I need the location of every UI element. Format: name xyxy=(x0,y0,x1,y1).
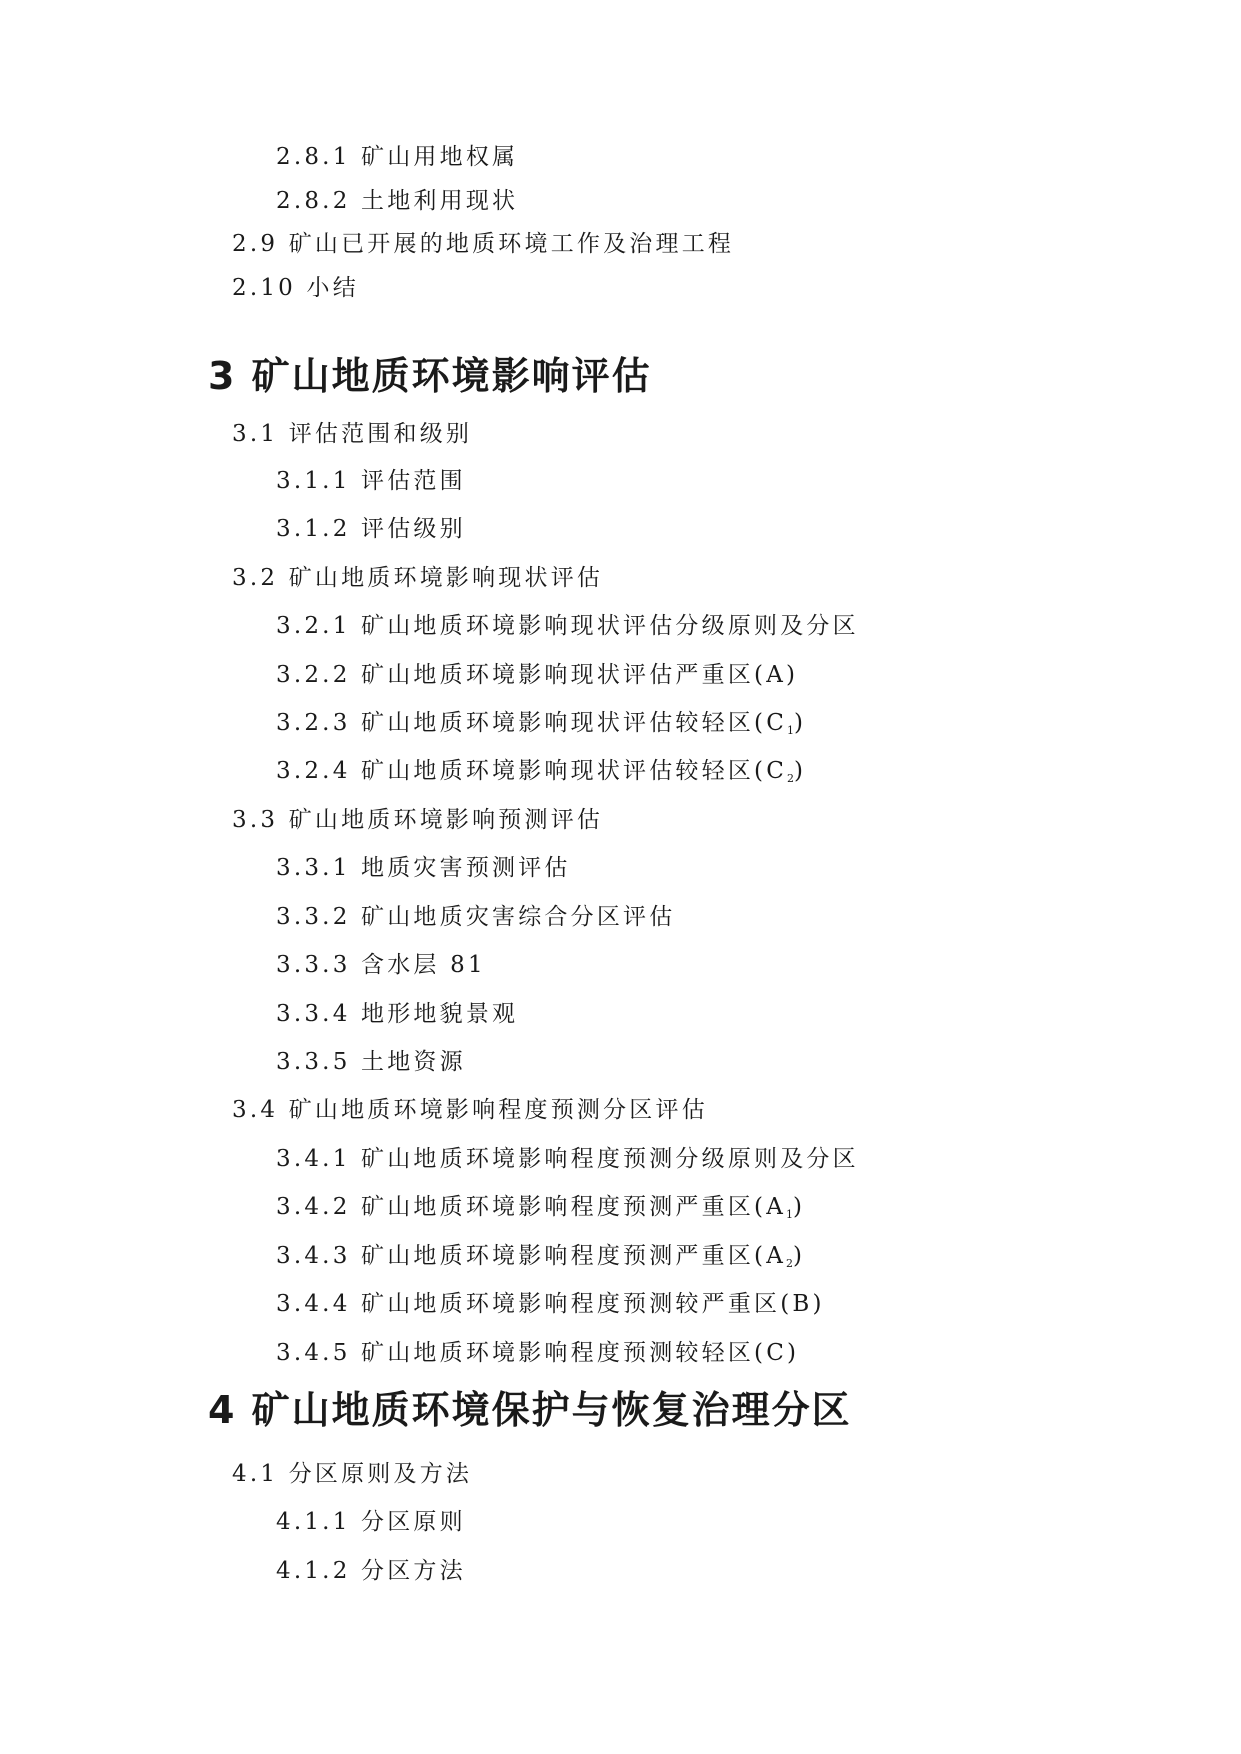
toc-entry[interactable]: 3.3.1 地质灾害预测评估 xyxy=(276,855,571,881)
toc-entry[interactable]: 2.10 小结 xyxy=(232,275,359,301)
toc-entry[interactable]: 3.3 矿山地质环境影响预测评估 xyxy=(232,807,604,833)
toc-entry[interactable]: 3.3.2 矿山地质灾害综合分区评估 xyxy=(276,904,676,930)
toc-entry[interactable]: 3.4.1 矿山地质环境影响程度预测分级原则及分区 xyxy=(276,1146,859,1172)
toc-entry[interactable]: 3.1 评估范围和级别 xyxy=(232,421,473,447)
toc-entry[interactable]: 3.2 矿山地质环境影响现状评估 xyxy=(232,565,604,591)
toc-entry[interactable]: 2.9 矿山已开展的地质环境工作及治理工程 xyxy=(232,231,735,257)
toc-entry[interactable]: 4.1.1 分区原则 xyxy=(276,1509,466,1535)
toc-chapter-heading[interactable]: 3 矿山地质环境影响评估 xyxy=(208,354,652,398)
toc-entry[interactable]: 3.2.4 矿山地质环境影响现状评估较轻区$(C_2)$ xyxy=(276,758,807,785)
toc-entry[interactable]: 3.1.1 评估范围 xyxy=(276,468,466,494)
toc-entry[interactable]: 2.8.2 土地利用现状 xyxy=(276,188,519,214)
toc-entry[interactable]: 4.1.2 分区方法 xyxy=(276,1558,466,1584)
toc-chapter-heading[interactable]: 4 矿山地质环境保护与恢复治理分区 xyxy=(208,1388,852,1432)
toc-entry[interactable]: 3.4.5 矿山地质环境影响程度预测较轻区(C) xyxy=(276,1340,800,1366)
toc-entry[interactable]: 3.4.2 矿山地质环境影响程度预测严重区$(A_1)$ xyxy=(276,1194,806,1221)
toc-entry[interactable]: 3.3.3 含水层 81 xyxy=(276,952,486,978)
toc-entry[interactable]: 3.4.3 矿山地质环境影响程度预测严重区$(A_2)$ xyxy=(276,1243,806,1270)
toc-entry[interactable]: 3.3.4 地形地貌景观 xyxy=(276,1001,519,1027)
toc-entry[interactable]: 3.3.5 土地资源 xyxy=(276,1049,466,1075)
toc-entry[interactable]: 3.4 矿山地质环境影响程度预测分区评估 xyxy=(232,1097,708,1123)
toc-entry[interactable]: 2.8.1 矿山用地权属 xyxy=(276,144,519,170)
toc-entry[interactable]: 3.2.2 矿山地质环境影响现状评估严重区(A) xyxy=(276,662,799,688)
toc-entry[interactable]: 3.2.1 矿山地质环境影响现状评估分级原则及分区 xyxy=(276,613,859,639)
toc-entry[interactable]: 3.4.4 矿山地质环境影响程度预测较严重区(B) xyxy=(276,1291,825,1317)
toc-entry[interactable]: 4.1 分区原则及方法 xyxy=(232,1461,473,1487)
toc-entry[interactable]: 3.1.2 评估级别 xyxy=(276,516,466,542)
toc-entry[interactable]: 3.2.3 矿山地质环境影响现状评估较轻区$(C_1)$ xyxy=(276,710,807,737)
